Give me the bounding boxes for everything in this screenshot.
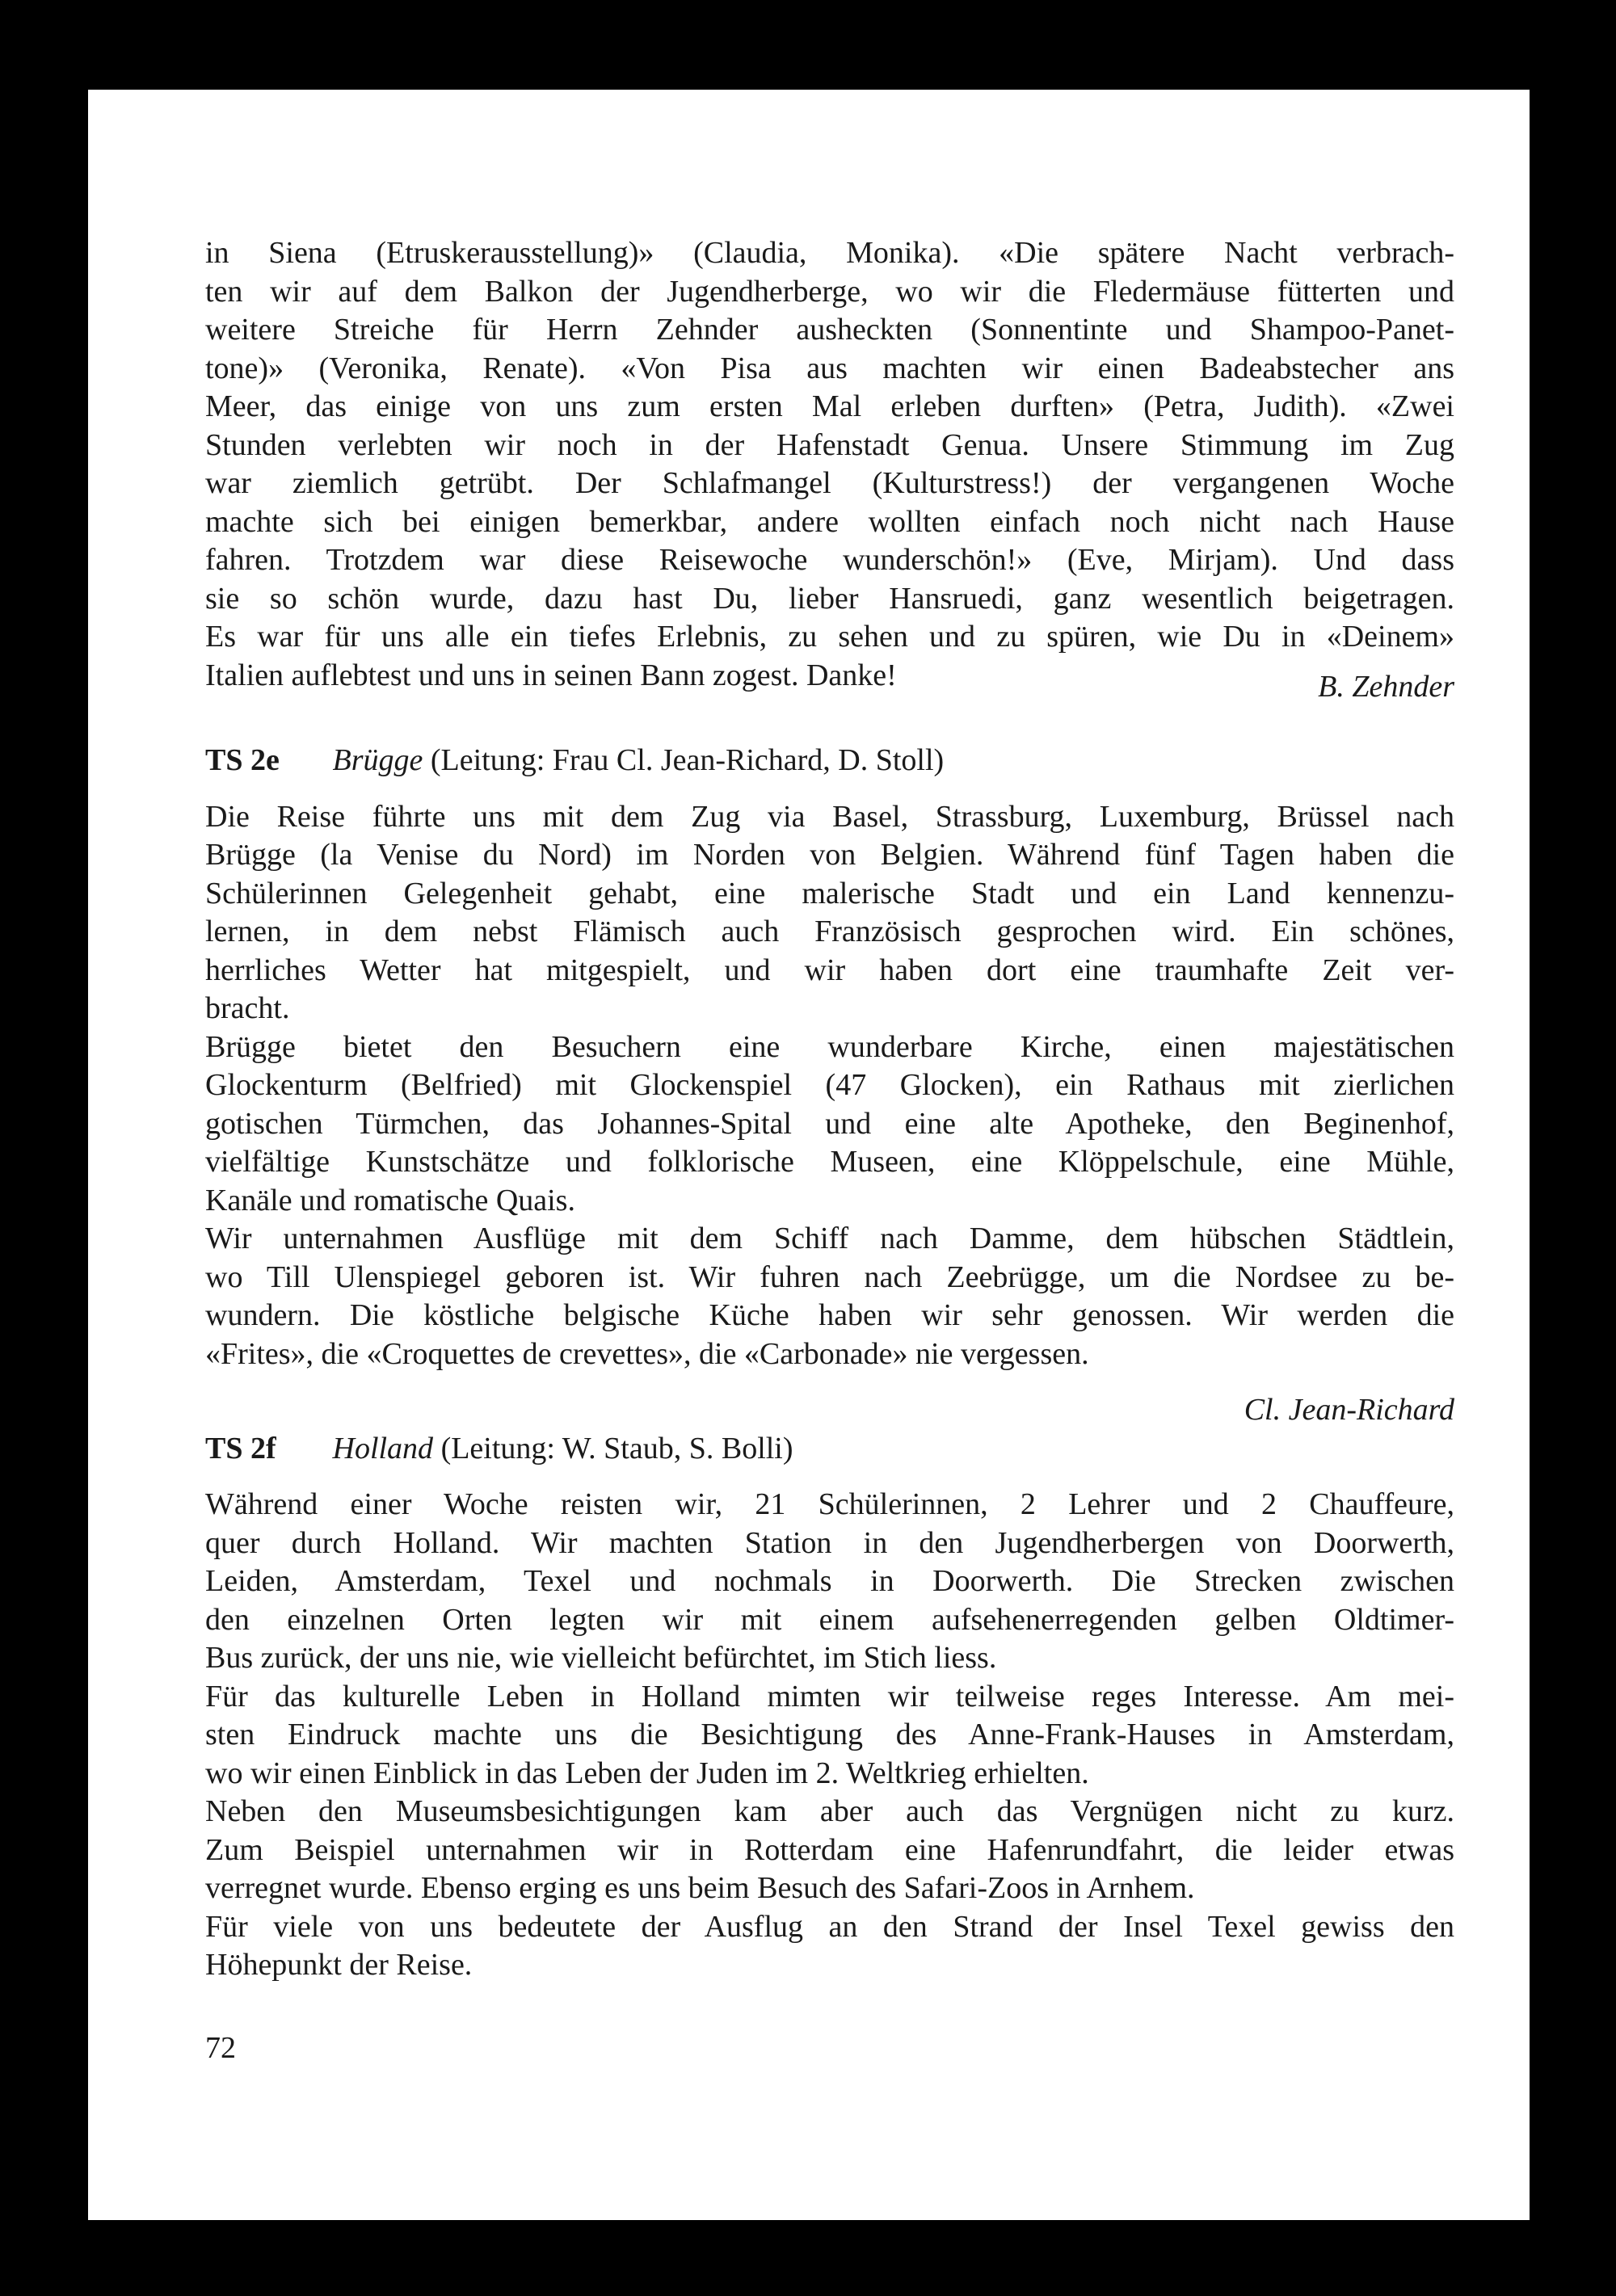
section-leadership: (Leitung: W. Staub, S. Bolli) [440, 1431, 793, 1465]
paragraph [205, 1908, 1454, 1985]
text-line: sie so schön wurde, dazu hast Du, lieber Hansruedi, ganz wesentlich beigetragen. [205, 581, 1454, 616]
text-line: Brügge bietet den Besuchern eine wunderbare Kirche, einen majestätischen [205, 1029, 1454, 1064]
document-text [205, 234, 1454, 2067]
section-leadership: (Leitung: Frau Cl. Jean-Richard, D. Stoll) [430, 743, 945, 777]
section-place: Holland [332, 1431, 434, 1465]
text-line: Neben den Museumsbesichtigungen kam aber auch das Vergnügen nicht zu kurz. [205, 1794, 1454, 1828]
text-line: Kanäle und romatische Quais. [205, 1183, 575, 1217]
text-line: quer durch Holland. Wir machten Station in den Jugendherbergen von Doorwerth, [205, 1525, 1454, 1560]
text-line: fahren. Trotzdem war diese Reisewoche wunderschön!» (Eve, Mirjam). Und dass [205, 543, 1454, 577]
section-heading-2f [205, 1430, 1454, 1469]
text-line: lernen, in dem nebst Flämisch auch Französisch gesprochen wird. Ein schönes, [205, 915, 1454, 948]
text-line: Für das kulturelle Leben in Holland mimten wir teilweise reges Interesse. Am mei- [205, 1679, 1454, 1714]
text-line: Für viele von uns bedeutete der Ausflug an den Strand der Insel Texel gewiss den [205, 1909, 1454, 1944]
text-line: vielfältige Kunstschätze und folklorische Museen, eine Klöppelschule, eine Mühle, [205, 1145, 1454, 1179]
text-line: gotischen Türmchen, das Johannes-Spital und eine alte Apotheke, den Beginenhof, [205, 1106, 1454, 1141]
signature-jean-richard: Cl. Jean-Richard [1244, 1393, 1454, 1427]
text-line: verregnet wurde. Ebenso erging es uns beim Besuch des Safari-Zoos in Arnhem. [205, 1871, 1195, 1905]
text-line: Höhepunkt der Reise. [205, 1948, 473, 1982]
section-code: TS 2e [205, 743, 280, 777]
text-line: Während einer Woche reisten wir, 21 Schülerinnen, 2 Lehrer und 2 Chauffeure, [205, 1487, 1454, 1521]
text-line: Meer, das einige von uns zum ersten Mal erleben durften» (Petra, Judith). «Zwei [205, 389, 1454, 423]
text-line: wo Till Ulenspiegel geboren ist. Wir fuhren nach Zeebrügge, um die Nordsee zu be- [205, 1259, 1454, 1294]
text-line: Leiden, Amsterdam, Texel und nochmals in Doorwerth. Die Strecken zwischen [205, 1564, 1454, 1598]
intro-last-line: Italien auflebtest und uns in seinen Bann zogest. Danke! [205, 658, 897, 692]
text-line: wo wir einen Einblick in das Leben der Juden im 2. Weltkrieg erhielten. [205, 1756, 1089, 1790]
text-line: ten wir auf dem Balkon der Jugendherberge, wo wir die Fledermäuse fütterten und [205, 274, 1454, 309]
paragraph [205, 1220, 1454, 1373]
text-line: war ziemlich getrübt. Der Schlafmangel (Kulturstress!) der vergangenen Woche [205, 466, 1454, 500]
section-heading-2e [205, 742, 1454, 780]
text-line: in Siena (Etruskerausstellung)» (Claudia, Monika). «Die spätere Nacht verbrach- [205, 236, 1454, 270]
text-line: Es war für uns alle ein tiefes Erlebnis, zu sehen und zu spüren, wie Du in «Deinem» [205, 620, 1454, 654]
section-code: TS 2f [205, 1431, 276, 1465]
text-line: Wir unternahmen Ausflüge mit dem Schiff nach Damme, dem hübschen Städtlein, [205, 1222, 1454, 1255]
text-line: Zum Beispiel unternahmen wir in Rotterdam eine Hafenrundfahrt, die leider etwas [205, 1832, 1454, 1867]
paragraph [205, 1028, 1454, 1221]
paragraph [205, 1793, 1454, 1908]
text-line: wundern. Die köstliche belgische Küche haben wir sehr genossen. Wir werden die [205, 1298, 1454, 1332]
text-line: sten Eindruck machte uns die Besichtigung des Anne-Frank-Hauses in Amsterdam, [205, 1718, 1454, 1751]
paragraph [205, 1486, 1454, 1678]
signature-row [205, 1391, 1454, 1430]
text-line: weitere Streiche für Herrn Zehnder ausheckten (Sonnentinte und Shampoo-Panet- [205, 313, 1454, 347]
text-line: herrliches Wetter hat mitgespielt, und wir haben dort eine traumhafte Zeit ver- [205, 952, 1454, 987]
page-number: 72 [205, 2030, 236, 2065]
signature-zehnder: B. Zehnder [1318, 669, 1454, 704]
text-line: tone)» (Veronika, Renate). «Von Pisa aus machten wir einen Badeabstecher ans [205, 351, 1454, 385]
text-line [205, 657, 1454, 704]
text-line: Brügge (la Venise du Nord) im Norden von Belgien. Während fünf Tagen haben die [205, 838, 1454, 872]
text-line: Schülerinnen Gelegenheit gehabt, eine malerische Stadt und ein Land kennenzu- [205, 876, 1454, 910]
section-place: Brügge [332, 743, 423, 777]
intro-paragraph [205, 234, 1454, 704]
text-line: machte sich bei einigen bemerkbar, andere wollten einfach noch nicht nach Hause [205, 504, 1454, 539]
text-line: den einzelnen Orten legten wir mit einem aufsehenerregenden gelben Oldtimer- [205, 1602, 1454, 1637]
text-line: bracht. [205, 991, 290, 1025]
paragraph [205, 1678, 1454, 1793]
text-line: Bus zurück, der uns nie, wie vielleicht befürchtet, im Stich liess. [205, 1641, 997, 1675]
text-line: «Frites», die «Croquettes de crevettes», die «Carbonade» nie vergessen. [205, 1336, 1089, 1371]
text-line: Die Reise führte uns mit dem Zug via Basel, Strassburg, Luxemburg, Brüssel nach [205, 799, 1454, 834]
paragraph [205, 798, 1454, 1028]
text-line: Stunden verlebten wir noch in der Hafenstadt Genua. Unsere Stimmung im Zug [205, 427, 1454, 462]
text-line: Glockenturm (Belfried) mit Glockenspiel (47 Glocken), ein Rathaus mit zierlichen [205, 1068, 1454, 1102]
